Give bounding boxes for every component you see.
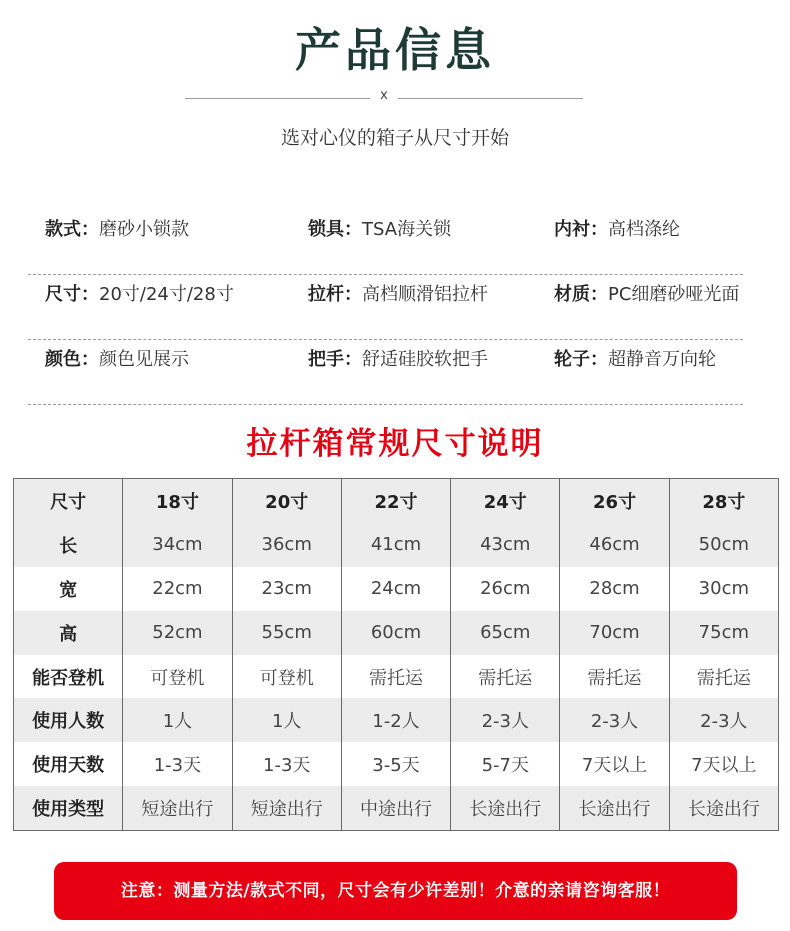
column-header: 22寸 (341, 479, 450, 523)
column-header: 28寸 (669, 479, 778, 523)
size-section-heading: 拉杆箱常规尺寸说明 (246, 426, 544, 462)
column-header: 24寸 (451, 479, 560, 523)
row-header: 能否登机 (14, 655, 123, 699)
row-header: 长 (14, 523, 123, 567)
table-cell: 28cm (560, 567, 669, 611)
info-item-grip (308, 340, 488, 380)
info-item-style (45, 210, 189, 250)
table-cell: 55cm (232, 611, 341, 655)
info-key: 材质： (554, 284, 608, 305)
info-row (28, 275, 743, 340)
table-cell: 长途出行 (451, 786, 560, 830)
table-row (14, 655, 779, 699)
title-divider (185, 88, 583, 108)
info-value: TSA海关锁 (362, 219, 452, 240)
table-cell: 1-3天 (123, 742, 232, 786)
table-cell: 可登机 (232, 655, 341, 699)
table-cell: 22cm (123, 567, 232, 611)
table-cell: 2-3人 (560, 698, 669, 742)
column-header: 18寸 (123, 479, 232, 523)
info-item-color (45, 340, 189, 380)
table-cell: 7天以上 (669, 742, 778, 786)
info-value: 磨砂小锁款 (99, 219, 189, 240)
table-cell: 3-5天 (341, 742, 450, 786)
table-cell: 24cm (341, 567, 450, 611)
info-row (28, 210, 743, 275)
info-value: PC细磨砂哑光面 (608, 284, 740, 305)
table-cell: 长途出行 (669, 786, 778, 830)
info-key: 内衬： (554, 219, 608, 240)
table-cell: 70cm (560, 611, 669, 655)
table-cell: 75cm (669, 611, 778, 655)
table-cell: 需托运 (669, 655, 778, 699)
table-cell: 需托运 (451, 655, 560, 699)
table-cell: 34cm (123, 523, 232, 567)
info-value: 超静音万向轮 (608, 349, 716, 370)
info-item-size (45, 275, 234, 315)
info-key: 颜色： (45, 349, 99, 370)
table-cell: 52cm (123, 611, 232, 655)
info-value: 高档涤纶 (608, 219, 680, 240)
table-cell: 1人 (123, 698, 232, 742)
row-header: 宽 (14, 567, 123, 611)
info-key: 拉杆： (308, 284, 362, 305)
info-key: 锁具： (308, 219, 362, 240)
info-key: 尺寸： (45, 284, 99, 305)
table-cell: 长途出行 (560, 786, 669, 830)
row-header: 使用天数 (14, 742, 123, 786)
row-header: 使用人数 (14, 698, 123, 742)
table-cell: 50cm (669, 523, 778, 567)
table-cell: 65cm (451, 611, 560, 655)
table-cell: 中途出行 (341, 786, 450, 830)
table-cell: 2-3人 (669, 698, 778, 742)
table-cell: 需托运 (341, 655, 450, 699)
info-key: 把手： (308, 349, 362, 370)
info-item-lock (308, 210, 451, 250)
table-cell: 41cm (341, 523, 450, 567)
table-cell: 36cm (232, 523, 341, 567)
info-item-wheels (554, 340, 716, 380)
table-row (14, 611, 779, 655)
table-cell: 30cm (669, 567, 778, 611)
info-key: 款式： (45, 219, 99, 240)
table-cell: 60cm (341, 611, 450, 655)
info-value: 20寸/24寸/28寸 (99, 284, 234, 305)
info-item-handle-rod (308, 275, 488, 315)
table-cell: 1-2人 (341, 698, 450, 742)
table-cell: 1人 (232, 698, 341, 742)
table-cell: 短途出行 (123, 786, 232, 830)
table-cell: 46cm (560, 523, 669, 567)
table-cell: 5-7天 (451, 742, 560, 786)
info-value: 舒适硅胶软把手 (362, 349, 488, 370)
table-row (14, 567, 779, 611)
column-header: 26寸 (560, 479, 669, 523)
table-cell: 26cm (451, 567, 560, 611)
table-row (14, 786, 779, 830)
divider-mark: x (380, 88, 388, 103)
info-value: 高档顺滑铝拉杆 (362, 284, 488, 305)
page-title: 产品信息 (295, 23, 495, 77)
notice-banner: 注意：测量方法/款式不同，尺寸会有少许差别！介意的亲请咨询客服！ (54, 862, 737, 920)
product-info-grid (28, 210, 743, 405)
table-cell: 43cm (451, 523, 560, 567)
table-cell: 需托运 (560, 655, 669, 699)
table-cell: 短途出行 (232, 786, 341, 830)
table-cell: 23cm (232, 567, 341, 611)
info-item-lining (554, 210, 680, 250)
table-cell: 可登机 (123, 655, 232, 699)
table-cell: 1-3天 (232, 742, 341, 786)
row-header: 使用类型 (14, 786, 123, 830)
table-cell: 7天以上 (560, 742, 669, 786)
column-header: 20寸 (232, 479, 341, 523)
table-row (14, 698, 779, 742)
divider-line-left (185, 98, 370, 99)
info-item-material (554, 275, 739, 315)
size-table (13, 478, 779, 831)
page-subtitle: 选对心仪的箱子从尺寸开始 (280, 127, 509, 149)
table-cell: 2-3人 (451, 698, 560, 742)
info-key: 轮子： (554, 349, 608, 370)
divider-line-right (398, 98, 583, 99)
info-value: 颜色见展示 (99, 349, 189, 370)
info-row (28, 340, 743, 405)
row-header: 高 (14, 611, 123, 655)
table-header-row (14, 479, 779, 523)
table-row (14, 523, 779, 567)
column-header: 尺寸 (14, 479, 123, 523)
table-row (14, 742, 779, 786)
